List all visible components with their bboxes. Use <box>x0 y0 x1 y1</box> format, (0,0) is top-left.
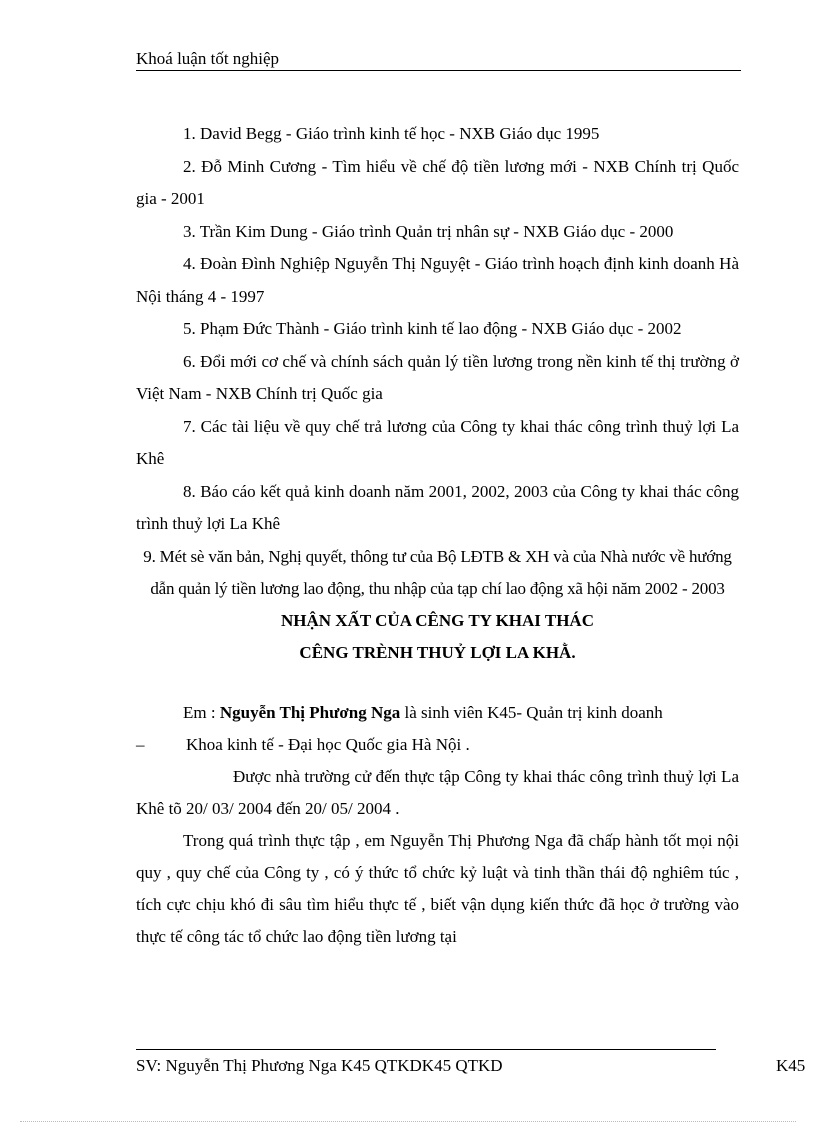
paragraph-intro <box>136 697 739 729</box>
running-header: Khoá luận tốt nghiệp <box>136 49 280 68</box>
section-heading-line1: NHẬN XẤT CỦA CÊNG TY KHAI THÁC <box>281 610 594 630</box>
section-heading-line2: CÊNG TRÈNH THUỶ LỢI LA KHẰ. <box>299 642 576 662</box>
reference-item: 2. Đỗ Minh Cương - Tìm hiểu về chế độ tiền lương mới - NXB Chính trị Quốc gia - 2001 <box>136 156 739 208</box>
reference-item: 4. Đoàn Đình Nghiệp Nguyễn Thị Nguyệt - Giáo trình hoạch định kinh doanh Hà Nội tháng 4 - 1997 <box>136 254 739 306</box>
reference-item: 3. Trần Kim Dung - Giáo trình Quản trị nhân sự - NXB Giáo dục - 2000 <box>183 221 674 241</box>
intro-rest: là sinh viên K45- Quản trị kinh doanh <box>400 702 663 722</box>
paragraph-intro-line2 <box>136 729 739 761</box>
footer-class: K45 <box>776 1056 806 1075</box>
student-name: Nguyễn Thị Phương Nga <box>219 702 401 722</box>
footer-student: SV: Nguyễn Thị Phương Nga K45 QTKDK45 QTKD <box>136 1056 503 1075</box>
reference-item: 5. Phạm Đức Thành - Giáo trình kinh tế lao động - NXB Giáo dục - 2002 <box>183 319 682 338</box>
page-bottom-border <box>20 1121 796 1122</box>
reference-item: 6. Đổi mới cơ chế và chính sách quản lý tiền lương trong nền kinh tế thị trường ở Việt Nam - NXB Chính trị Quốc gia <box>136 351 739 403</box>
dash-marker: – <box>136 734 145 754</box>
faculty-text: Khoa kinh tế - Đại học Quốc gia Hà Nội . <box>186 734 470 754</box>
footer-rule <box>136 1049 716 1050</box>
reference-item: 8. Báo cáo kết quả kinh doanh năm 2001, 2002, 2003 của Công ty khai thác công trình thuỷ lợi La Khê <box>136 481 739 533</box>
paragraph-evaluation: Trong quá trình thực tập , em Nguyễn Thị Phương Nga đã chấp hành tốt mọi nội quy , quy chế của Công ty , có ý thức tổ chức kỷ luật và tinh thần thái độ nghiêm túc , tích cực chịu khó đi sâu tìm hiểu thực tế , biết vận dụng kiến thức đã học ở trường vào thực tế công tác tổ chức lao động tiền lương tại <box>136 830 739 946</box>
reference-item: 9. Mét sè văn bản, Nghị quyết, thông tư của Bộ LĐTB & XH và của Nhà nước về hướng dẫn quản lý tiền lương lao động, thu nhập của tạp chí lao động xã hội năm 2002 - 2003 <box>143 546 732 598</box>
intro-prefix: Em : <box>183 702 220 722</box>
reference-item: 7. Các tài liệu về quy chế trả lương của Công ty khai thác công trình thuỷ lợi La Khê <box>136 416 739 468</box>
paragraph-internship: Được nhà trường cử đến thực tập Công ty khai thác công trình thuỷ lợi La Khê tõ 20/ 03/ 2004 đến 20/ 05/ 2004 . <box>136 766 739 818</box>
page-body <box>136 118 739 953</box>
spacer <box>136 669 739 697</box>
header-rule <box>136 70 741 71</box>
reference-item: 1. David Begg - Giáo trình kinh tế học - NXB Giáo dục 1995 <box>183 124 600 143</box>
